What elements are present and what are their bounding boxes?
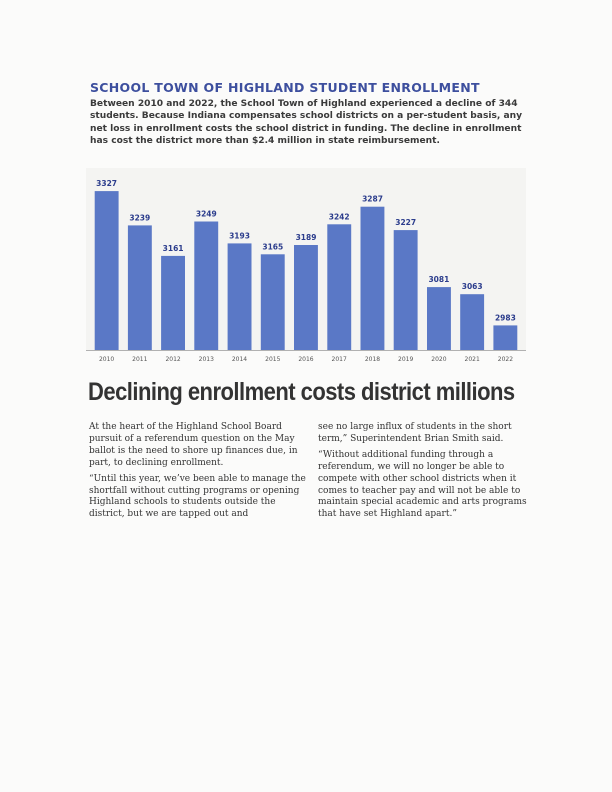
bar-2021: [460, 294, 484, 350]
x-tick-label-2012: 2012: [165, 356, 181, 363]
enrollment-bar-chart: [86, 168, 526, 368]
article-column-left: [89, 422, 311, 525]
bar-2010: [95, 191, 119, 350]
bar-2018: [361, 207, 385, 350]
x-tick-label-2019: 2019: [398, 356, 414, 363]
data-label-2013: 3249: [195, 209, 217, 219]
x-tick-label-2014: 2014: [231, 356, 248, 363]
article-paragraph: “Until this year, we’ve been able to manage the shortfall without cutting programs or opening Highland schools to students outside the district, but we are tapped out and: [89, 473, 306, 520]
data-label-2020: 3081: [428, 275, 450, 285]
x-tick-label-2021: 2021: [464, 356, 480, 363]
chart-title: SCHOOL TOWN OF HIGHLAND STUDENT ENROLLMENT: [90, 80, 480, 95]
article-paragraph: see no large influx of students in the short term,” Superintendent Brian Smith said.: [318, 422, 512, 444]
article-paragraph: “Without additional funding through a referendum, we will no longer be able to compete with other school districts when it comes to teacher pay and will not be able to maintain special academic and arts programs that have set Highland apart.”: [318, 449, 527, 520]
data-label-2011: 3239: [129, 213, 151, 223]
data-label-2019: 3227: [395, 218, 417, 228]
bar-2019: [394, 230, 418, 350]
article-headline: Declining enrollment costs district millions: [88, 378, 515, 406]
data-label-2014: 3193: [229, 231, 250, 241]
bar-2011: [128, 225, 152, 350]
data-label-2018: 3287: [362, 194, 383, 204]
article-column-right: [318, 422, 540, 525]
bar-2013: [194, 222, 218, 351]
data-label-2021: 3063: [461, 282, 483, 292]
x-tick-label-2018: 2018: [364, 356, 381, 363]
x-tick-label-2022: 2022: [497, 356, 514, 363]
data-label-2015: 3165: [262, 242, 284, 252]
data-label-2010: 3327: [96, 179, 118, 189]
bar-2016: [294, 245, 318, 350]
x-tick-label-2011: 2011: [132, 356, 148, 363]
article-paragraph: At the heart of the Highland School Board pursuit of a referendum question on the May ballot is the need to shore up finances due, in part, to declining enrollment.: [89, 422, 298, 468]
bar-2017: [327, 224, 351, 350]
x-tick-label-2020: 2020: [431, 356, 447, 363]
x-tick-label-2016: 2016: [298, 356, 314, 363]
x-tick-label-2010: 2010: [98, 356, 115, 363]
data-label-2016: 3189: [295, 233, 317, 242]
bar-2022: [493, 325, 517, 350]
x-tick-label-2013: 2013: [198, 356, 214, 363]
x-tick-label-2017: 2017: [331, 356, 347, 363]
chart-subtitle: Between 2010 and 2022, the School Town of Highland experienced a decline of 344 students. Because Indiana compensates school districts on a per-student basis, any net loss in enrollment costs the school district in funding. The decline in enrollment has cost the district more than $2.4 million in state reimbursement.: [90, 99, 523, 146]
bar-2012: [161, 256, 185, 350]
data-label-2017: 3242: [328, 212, 350, 222]
data-label-2022: 2983: [494, 313, 516, 323]
bar-2020: [427, 287, 451, 350]
bar-2015: [261, 254, 285, 350]
x-tick-label-2015: 2015: [265, 356, 281, 363]
bar-2014: [228, 243, 252, 350]
data-label-2012: 3161: [162, 243, 184, 253]
